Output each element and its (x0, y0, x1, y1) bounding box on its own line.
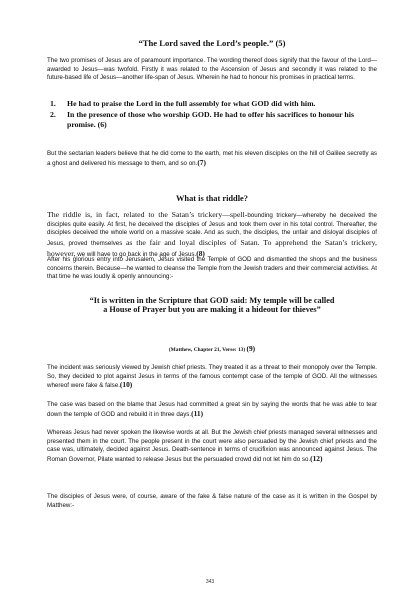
scripture-citation (47, 344, 377, 353)
paragraph-text: bounding trickery—whereby he deceived the disciples quite easily. At first, he deceived the disciples of Jesus and took them over in his total control. Thereafter, the disciples deceived the whole world on a massive scale. And as such, the disciples, the unfair and disloyal disciples of Jesus, proved themselves (47, 212, 378, 248)
section-heading-riddle: What is that riddle? (176, 194, 248, 203)
promise-text: He had to praise the Lord in the full assembly for what GOD did with him. (67, 99, 316, 108)
paragraph-incident (47, 364, 377, 391)
paragraph-disciples-aware: The disciples of Jesus were, of course, aware of the fake & false nature of the case as it is written in the Gospel by Matthew:- (47, 493, 377, 509)
footnote-ref: (11) (191, 408, 204, 418)
footnote-ref: (10) (119, 380, 133, 390)
scripture-quote: “It is written in the Scripture that GOD said: My temple will be called a House of Prayer but you are making it a hideout for thieves” (89, 296, 335, 315)
promise-text: In the presence of those who worship GOD. He had to offer his sacrifices to honour his promise. (6) (67, 110, 354, 129)
paragraph-text: The case was based on the blame that Jesus had committed a great sin by saying the words that he was able to tear down the temple of GOD and rebuild it in three days. (47, 401, 377, 418)
promise-item (47, 99, 377, 108)
paragraph-temple-visit: After his glorious entry into Jerusalem, Jesus visited the Temple of GOD and dismantled the shops and the business concerns therein. Because—he wanted to cleanse the Temple from the Jewish traders and their commercial activities. At that time he was loudly & openly announcing:- (47, 256, 377, 281)
citation-text: (Matthew, Chapter 21, Verse: 13) (168, 347, 246, 353)
footnote-ref: (12) (310, 454, 323, 464)
promise-item (47, 110, 377, 129)
paragraph-text: But the sectarian leaders believe that he did come to the earth, met his eleven disciples on the hill of Galilee secretly as a ghost and delivered his message to them, and so on. (47, 150, 377, 167)
footnote-ref: (8) (196, 248, 205, 258)
paragraph-sectarian-leaders (47, 150, 377, 168)
paragraph-text: The incident was seriously viewed by Jewish chief priests. They treated it as a threat to their monopoly over the Temple. So, they decided to plot against Jesus in terms of the famous contempt case of the temple of GOD. All the witnesses whereof were fake & false. (47, 364, 377, 390)
paragraph-lead: The riddle is, in fact, related to the Satan’s trickery—spell- (47, 210, 248, 219)
section-heading-lord-saved: “The Lord saved the Lord’s people.” (5) (138, 38, 286, 48)
paragraph-two-promises: The two promises of Jesus are of paramount importance. The wording thereof does signify that the favour of the Lord—awarded to Jesus—was twofold. Firstly it was related to the Ascension of Jesus and secondly it was related to the future-based life of Jesus—another life-span of Jesus. Wherein he had to honour his promises in practical terms. (47, 57, 377, 82)
paragraph-case-blame (47, 401, 377, 419)
paragraph-text: Whereas Jesus had never spoken the likewise words at all. But the Jewish chief priests managed several witnesses and presented them in the court. The people present in the court were also persuaded by the Jewish chief priests and the case was, ultimately, decided against Jesus. Death-sentence in terms of crucifixion was announced against Jesus. The Roman Governor, Pilate wanted to release Jesus but the persuaded crowd did not let him do so. (47, 429, 377, 464)
promise-number: 1. (50, 99, 56, 108)
promise-number: 2. (50, 110, 56, 120)
paragraph-emphasis: as the fair and loyal disciples of Satan. To apprehend the Satan’s trickery, however, (47, 238, 377, 258)
page-number: 343 (205, 579, 215, 585)
footnote-ref: (7) (197, 157, 206, 167)
promise-list (47, 99, 377, 131)
paragraph-riddle (47, 210, 377, 260)
footnote-ref: (9) (246, 344, 256, 353)
paragraph-text: we will have to go back in the age of Jesus. (77, 250, 197, 258)
paragraph-court (47, 429, 377, 465)
